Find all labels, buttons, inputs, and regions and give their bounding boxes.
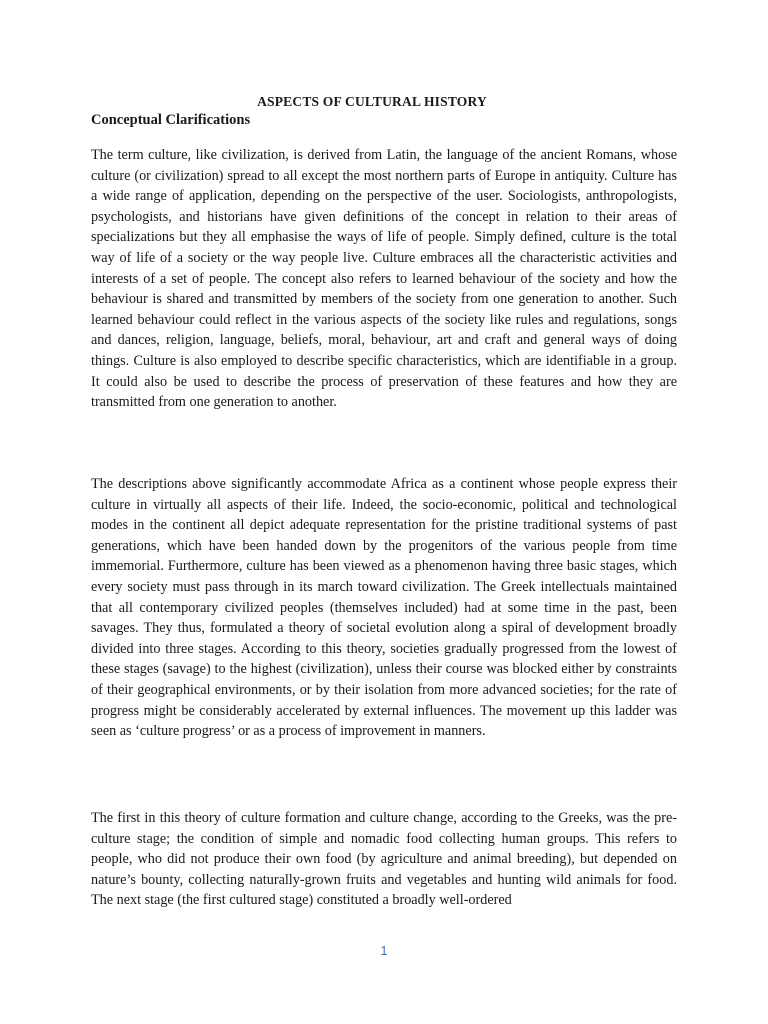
paragraph-3: The first in this theory of culture formation and culture change, according to the Greeks, was the pre-culture stage; the condition of simple and nomadic food collecting human groups. This refers to people, who did not produce their own food (by agriculture and animal breeding), but depended on nature’s bounty, collecting naturally-grown fruits and vegetables and hunting wild animals for food. The next stage (the first cultured stage) constituted a broadly well-ordered <box>91 810 677 909</box>
paragraph-1: The term culture, like civilization, is derived from Latin, the language of the ancient Romans, whose culture (or civilization) spread to all except the most northern parts of Europe in antiquity. Culture has a wide range of application, depending on the perspective of the user. Sociologists, anthropologists, psychologists, and historians have given definitions of the concept in relation to their areas of specializations but they all emphasise the ways of life of people. Simply defined, culture is the total way of life of a society or the way people live. Culture embraces all the characteristic activities and interests of a set of people. The concept also refers to learned behaviour of the society and how the behaviour is shared and transmitted by members of the society from one generation to another. Such learned behaviour could reflect in the various aspects of the society like rules and regulations, songs and dances, religion, language, beliefs, moral, behaviour, art and craft and general ways of doing things. Culture is also employed to describe specific characteristics, which are identifiable in a group. It could also be used to describe the process of preservation of these features and how they are transmitted from one generation to another. <box>91 147 677 411</box>
paragraph-2: The descriptions above significantly accommodate Africa as a continent whose people express their culture in virtually all aspects of their life. Indeed, the socio-economic, political and technological modes in the continent all depict adequate representation for the pristine traditional systems of past generations, which have been handed down by the progenitors of the various people from time immemorial. Furthermore, culture has been viewed as a phenomenon having three basic stages, which every society must pass through in its march toward civilization. The Greek intellectuals maintained that all contemporary civilized peoples (themselves included) had at some time in the past, been savages. They thus, formulated a theory of societal evolution along a spiral of development broadly divided into three stages. According to this theory, societies gradually progressed from the lowest of these stages (savage) to the highest (civilization), unless their course was blocked either by constraints of their geographical environments, or by their isolation from more advanced societies; for the rate of progress might be considerably accelerated by external influences. The movement up this ladder was seen as ‘culture progress’ or as a process of improvement in manners. <box>91 476 677 740</box>
document-title: ASPECTS OF CULTURAL HISTORY <box>257 94 487 109</box>
page-number: 1 <box>380 943 388 958</box>
section-heading: Conceptual Clarifications <box>91 112 251 128</box>
